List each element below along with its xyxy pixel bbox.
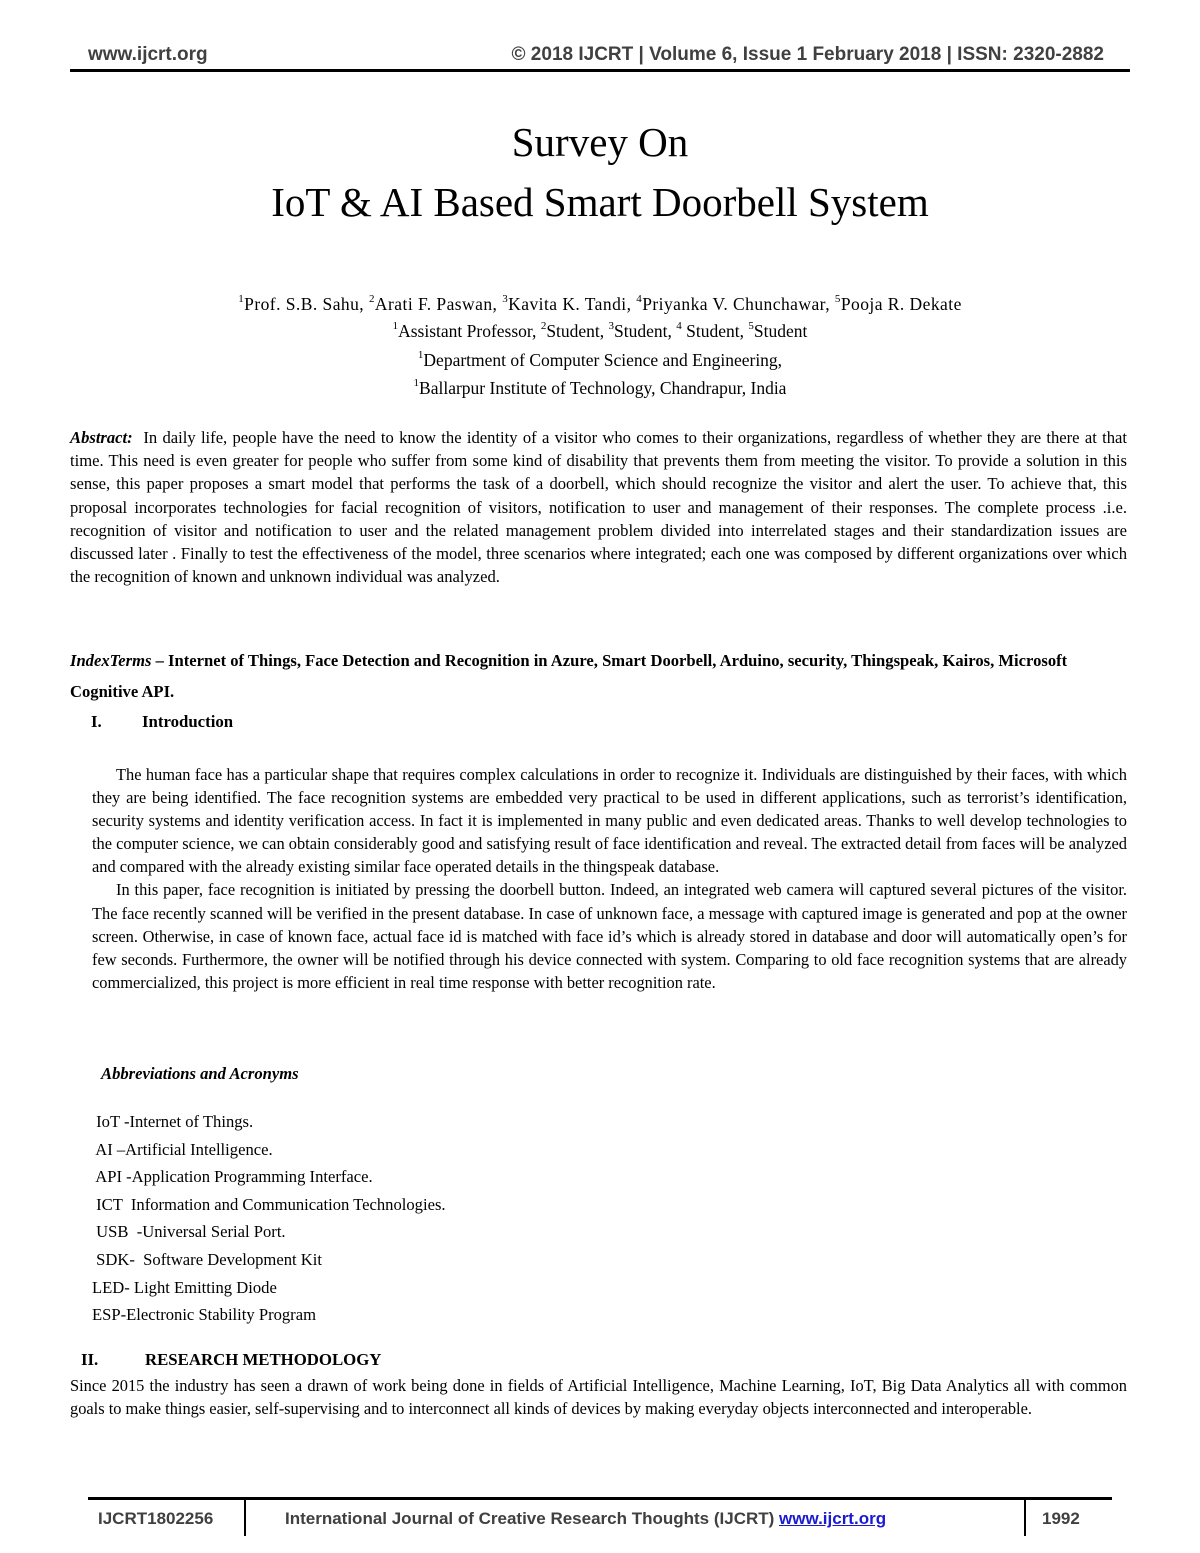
affil-mark: 1 bbox=[417, 349, 424, 362]
abbreviation-item: SDK- Software Development Kit bbox=[92, 1249, 322, 1269]
affil-mark: 5 bbox=[748, 320, 754, 333]
abbreviation-item: ESP-Electronic Stability Program bbox=[92, 1305, 316, 1325]
paragraph: In this paper, face recognition is initiated by pressing the doorbell button. Indeed, an integrated web camera will captured several pictures of the visitor. The face recently scanned will be verified in the present database. In case of unknown face, a message with captured image is generated and pop at the owner screen. Otherwise, in case of known face, actual face id is matched with face id’s which is already stored in database and door will automatically open’s for few seconds. Furthermore, the owner will be notified through his device connected with system. Comparing to old face recognition systems that are already commercialized, this project is more efficient in real time response with better recognition rate. bbox=[92, 880, 1127, 992]
abstract-text: In daily life, people have the need to know the identity of a visitor who comes to their organizations, regardless of whether they are there at that time. This need is even greater for people who suffer from some kind of disability that prevents them from meeting the visitor. To provide a solution in this sense, this paper proposes a smart model that performs the task of a doorbell, which should recognize the visitor and alert the user. To achieve that, this proposal incorporates technologies for facial recognition of visitors, notification to user and management of their responses. The complete process .i.e. recognition of visitor and notification to user and the related management problem divided into interrelated stages and their standardization issues are discussed later . Finally to test the effectiveness of the model, three scenarios where integrated; each one was composed by different organizations over which the recognition of known and unknown individual was analyzed. bbox=[70, 428, 1128, 587]
index-terms-label: IndexTerms bbox=[70, 651, 152, 670]
introduction-body bbox=[92, 763, 1127, 994]
header-site: www.ijcrt.org bbox=[88, 44, 208, 65]
abbreviations-list bbox=[92, 1108, 446, 1329]
abbreviations-heading: Abbreviations and Acronyms bbox=[101, 1064, 299, 1083]
abbreviation-item: API -Application Programming Interface. bbox=[92, 1167, 373, 1187]
section-number: I. bbox=[91, 712, 102, 731]
affil-mark: 2 bbox=[540, 320, 547, 333]
affil-mark: 4 bbox=[636, 293, 643, 306]
footer-paper-id: IJCRT1802256 bbox=[98, 1509, 214, 1528]
author-name: Pooja R. Dekate bbox=[840, 294, 962, 314]
section-1-heading bbox=[91, 712, 233, 732]
footer-divider bbox=[1024, 1500, 1026, 1536]
section-2-heading bbox=[81, 1350, 381, 1370]
section-number: II. bbox=[81, 1350, 99, 1369]
affil-mark: 2 bbox=[368, 293, 375, 306]
affil-mark: 3 bbox=[608, 320, 615, 333]
paper-title bbox=[0, 112, 1200, 232]
abstract-label: Abstract: bbox=[70, 428, 133, 447]
author-role: Student, bbox=[681, 321, 749, 341]
abstract bbox=[70, 426, 1127, 588]
abbreviation-item: AI –Artificial Intelligence. bbox=[92, 1139, 273, 1159]
abbreviation-item: ICT Information and Communication Technologies. bbox=[92, 1194, 446, 1214]
footer-journal-name: International Journal of Creative Research Thoughts (IJCRT) bbox=[285, 1509, 780, 1528]
section-title: Introduction bbox=[142, 712, 234, 731]
footer-page-number: 1992 bbox=[1042, 1509, 1080, 1528]
affil-mark: 1 bbox=[392, 320, 399, 333]
methodology-body: Since 2015 the industry has seen a drawn of work being done in fields of Artificial Intelligence, Machine Learning, IoT, Big Data Analytics all with common goals to make things easier, self-supervising and to interconnect all kinds of devices by making everyday objects interconnected and interoperable. bbox=[70, 1376, 1127, 1419]
index-terms bbox=[70, 645, 1130, 707]
author-role: Assistant Professor, bbox=[398, 321, 541, 341]
footer-journal bbox=[285, 1509, 886, 1529]
author-name: Prof. S.B. Sahu, bbox=[244, 294, 369, 314]
paragraph: The human face has a particular shape that requires complex calculations in order to recognize it. Individuals are distinguished by their faces, with which they are being identified. The face recognition systems are embedded very practical to be used in different applications, such as terrorist’s identification, security systems and identity verification access. In fact it is implemented in many public and even dedicated areas. Thanks to well develop technologies to the computer science, we can obtain considerably good and satisfying result of face identification and reveal. The extracted detail from faces will be analyzed and compared with the already existing similar face operated details in the thingspeak database. bbox=[92, 765, 1127, 877]
author-roles bbox=[0, 318, 1200, 344]
author-role: Student bbox=[753, 321, 808, 341]
section-title: RESEARCH METHODOLOGY bbox=[145, 1350, 382, 1369]
author-department bbox=[0, 346, 1200, 374]
institute-text: Ballarpur Institute of Technology, Chandrapur, India bbox=[419, 378, 787, 398]
affil-mark: 4 bbox=[676, 320, 682, 333]
author-names bbox=[0, 290, 1200, 318]
affil-mark: 5 bbox=[834, 293, 841, 306]
index-terms-text: – Internet of Things, Face Detection and Recognition in Azure, Smart Doorbell, Arduino, security, Thingspeak, Kairos, Microsoft Cognitive API. bbox=[70, 651, 1068, 701]
page-footer bbox=[88, 1497, 1112, 1536]
department-text: Department of Computer Science and Engineering, bbox=[423, 350, 783, 370]
page-header bbox=[70, 44, 1130, 70]
author-name: Priyanka V. Chunchawar, bbox=[642, 294, 835, 314]
abbreviation-item: USB -Universal Serial Port. bbox=[92, 1222, 286, 1242]
title-line-2: IoT & AI Based Smart Doorbell System bbox=[271, 179, 929, 225]
header-rule bbox=[70, 69, 1130, 72]
author-role: Student, bbox=[546, 321, 609, 341]
affil-mark: 3 bbox=[502, 293, 509, 306]
footer-website-link[interactable]: www.ijcrt.org bbox=[779, 1509, 887, 1528]
footer-divider bbox=[244, 1500, 246, 1536]
author-role: Student, bbox=[614, 321, 677, 341]
author-name: Arati F. Paswan, bbox=[374, 294, 503, 314]
abbreviation-item: IoT -Internet of Things. bbox=[92, 1112, 254, 1131]
author-block bbox=[0, 290, 1200, 402]
author-institute bbox=[0, 374, 1200, 402]
affil-mark: 1 bbox=[238, 293, 245, 306]
author-name: Kavita K. Tandi, bbox=[508, 294, 637, 314]
affil-mark: 1 bbox=[413, 377, 420, 390]
title-line-1: Survey On bbox=[511, 119, 689, 165]
abbreviation-item: LED- Light Emitting Diode bbox=[92, 1277, 277, 1297]
header-journal-info: © 2018 IJCRT | Volume 6, Issue 1 February 2018 | ISSN: 2320-2882 bbox=[511, 44, 1104, 65]
